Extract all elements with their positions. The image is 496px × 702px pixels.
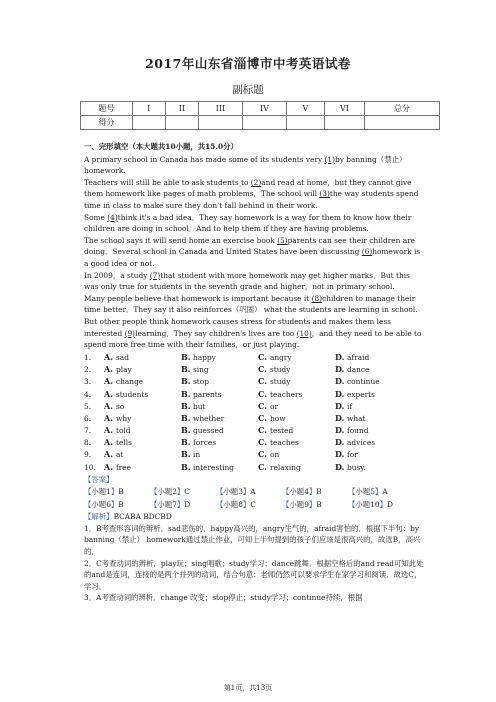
passage-text: A primary school in Canada has made some of its students very: [84, 154, 325, 164]
option-text: busy.: [347, 462, 366, 472]
option-choice-b: [181, 401, 258, 413]
option-letter: A.: [104, 425, 113, 436]
option-number: 3.: [84, 377, 92, 387]
option-letter: C.: [258, 412, 268, 423]
passage-text: that student with more homework may get higher marks．But this was only true for students in the seventh grade and higher，not in primary school.: [84, 270, 410, 292]
answer-item: 【小题10】D: [348, 499, 393, 509]
score-header-cell: II: [165, 102, 198, 116]
option-choice-a: [104, 425, 181, 437]
passage-paragraph-4: [84, 235, 424, 270]
answer-item: 【小题3】A: [216, 486, 256, 496]
option-choice-d: [335, 413, 412, 425]
passage-text: ，and they need to be able to spend more free time with their families，or just playing.: [84, 328, 422, 350]
option-text: if: [347, 401, 353, 411]
option-choice-b: [181, 437, 258, 449]
section-heading: 一、完形填空（本大题共10小题，共15.0分）: [84, 142, 238, 151]
option-letter: D.: [335, 351, 345, 362]
option-text: guessed: [193, 426, 224, 436]
option-letter: D.: [335, 461, 345, 472]
option-text: teachers: [270, 389, 303, 399]
analysis-item: 2．C考查动词的辨析．play玩；sing唱歌；study学习；dance跳舞．根据空格后的and read可知此处的and是连词，连接的是两个并列的动词，结合句意：老师仍然可以要求学生在家学习和阅读．故选C，学习．: [84, 558, 424, 591]
score-cell: [198, 116, 242, 130]
option-choice-c: [258, 376, 335, 388]
option-text: happy: [193, 352, 216, 362]
option-text: students: [116, 389, 149, 399]
option-letter: D.: [335, 364, 345, 375]
score-cell: [364, 116, 439, 130]
option-choice-c: [258, 352, 335, 364]
score-header-cell: V: [286, 102, 324, 116]
answer-question: 小题6: [91, 499, 111, 509]
option-number: 7.: [84, 426, 92, 436]
option-row: [84, 352, 424, 364]
option-choice-c: [258, 401, 335, 413]
option-letter: A.: [104, 412, 113, 423]
option-text: why: [116, 413, 132, 423]
option-choice-d: [335, 376, 412, 388]
option-choice-b: [181, 389, 258, 401]
option-letter: A.: [104, 351, 113, 362]
option-letter: D.: [335, 376, 345, 387]
analysis-item: 1．B考查形容词的辨析．sad悲伤的，happy高兴的，angry生气的，afraid害怕的．根据下半句：by banning（禁止） homework通过禁止作业，可知上半句提到的孩子们应该是很高兴的，故选B，高兴的．: [84, 523, 421, 556]
option-text: tells: [116, 438, 132, 448]
passage-text: The school says it will send home an exercise book: [84, 235, 278, 245]
blank-marker: (5): [277, 235, 288, 245]
passage-text: by banning（禁止）homework.: [84, 154, 407, 176]
option-letter: D.: [335, 412, 345, 423]
option-choice-d: [335, 449, 412, 461]
answer-value: B: [118, 486, 124, 496]
option-choice-b: [181, 449, 258, 461]
option-text: change: [116, 377, 144, 387]
option-letter: C.: [258, 351, 268, 362]
passage-text: Some: [84, 212, 108, 222]
option-choice-a: [104, 352, 181, 364]
option-choice-d: [335, 437, 412, 449]
passage-text: and read at home，but they cannot give them homework like pages of math problems．The school will: [84, 177, 412, 199]
option-text: sing: [193, 365, 209, 375]
option-letter: B.: [181, 461, 191, 472]
option-choice-a: [104, 364, 181, 376]
option-letter: D.: [335, 388, 345, 399]
option-row: [84, 376, 424, 388]
option-letter: D.: [335, 400, 345, 411]
option-letter: B.: [181, 400, 191, 411]
option-letter: B.: [181, 449, 191, 460]
score-table-header-row: [81, 102, 440, 116]
answer-item: 【小题2】C: [150, 486, 190, 496]
option-choice-c: [258, 462, 335, 474]
answer-question: 小题1: [91, 486, 111, 496]
passage-paragraph-6: [84, 293, 424, 316]
option-choice-a: [104, 389, 181, 401]
answers-row: [84, 498, 424, 511]
option-choice-d: [335, 352, 412, 364]
answer-value: D: [387, 499, 393, 509]
option-letter: B.: [181, 351, 191, 362]
option-text: play: [116, 365, 132, 375]
option-choice-d: [335, 425, 412, 437]
blank-marker: (9): [124, 328, 136, 338]
passage-text: homework is a good idea or not.: [84, 247, 421, 268]
answer-question: 小题9: [289, 499, 309, 509]
exam-title: 2017年山东省淄博市中考英语试卷: [145, 56, 351, 71]
option-number: 10.: [84, 462, 96, 472]
option-letter: C.: [258, 449, 268, 460]
passage-paragraph-3: [84, 212, 424, 235]
answers-row: [84, 485, 424, 498]
analysis-header: [84, 511, 424, 523]
option-number: 9.: [84, 450, 92, 460]
option-letter: D.: [335, 437, 345, 448]
answer-item: 【小题7】D: [150, 499, 191, 509]
option-choice-c: [258, 437, 335, 449]
option-letter: B.: [181, 412, 191, 423]
option-choice-b: [181, 413, 258, 425]
option-letter: A.: [104, 388, 113, 399]
option-row: [84, 461, 424, 473]
option-choice-c: [258, 425, 335, 437]
score-cell: [324, 116, 364, 130]
answer-value: D: [184, 499, 191, 509]
question-body: [84, 141, 424, 604]
option-choice-a: [104, 413, 181, 425]
score-cell: [242, 116, 286, 130]
option-text: forces: [193, 438, 217, 448]
option-row: [84, 425, 424, 437]
option-choice-a: [104, 376, 181, 388]
answer-value: A: [382, 486, 388, 496]
passage-text: Teachers will still be able to ask students to: [84, 177, 251, 187]
page-footer: 第1页，共13页: [223, 684, 273, 692]
option-text: experts: [347, 389, 375, 399]
blank-marker: (3): [319, 189, 330, 199]
option-text: continue: [347, 377, 380, 387]
options-list: [84, 352, 424, 474]
option-letter: A.: [104, 461, 113, 472]
passage-paragraph-2: [84, 177, 424, 212]
option-text: what: [347, 413, 366, 423]
option-choice-d: [335, 401, 412, 413]
option-row: [84, 413, 424, 425]
answer-item: 【小题4】B: [282, 486, 322, 496]
answer-value: B: [316, 499, 322, 509]
option-letter: B.: [181, 376, 191, 387]
passage-paragraph-5: [84, 270, 424, 293]
blank-marker: (7): [149, 270, 161, 280]
option-row: [84, 400, 424, 412]
passage-text: In 2009，a study: [84, 270, 150, 280]
blank-marker: (1): [324, 154, 336, 164]
option-letter: A.: [104, 400, 113, 411]
option-choice-d: [335, 462, 412, 474]
option-choice-b: [181, 376, 258, 388]
answer-value: B: [316, 486, 322, 496]
passage-text: parents can see their children are doing．Several school in Canada and United States have been discussing: [84, 235, 416, 257]
option-text: stop: [193, 377, 209, 387]
exam-subtitle: 副标题: [232, 84, 264, 96]
score-row-label: 得分: [81, 116, 133, 130]
score-cell: [286, 116, 324, 130]
option-letter: C.: [258, 437, 268, 448]
option-letter: C.: [258, 461, 268, 472]
option-letter: B.: [181, 425, 191, 436]
option-number: 4.: [84, 389, 92, 399]
option-choice-d: [335, 389, 412, 401]
answer-question: 小题10: [355, 499, 380, 509]
option-text: whether: [193, 413, 225, 423]
passage-text: But other people think homework causes stress for students and makes them less interested: [84, 316, 391, 338]
option-letter: B.: [181, 437, 191, 448]
passage-text: the way students spend time in class to make sure they don't fall behind in their work.: [84, 189, 419, 210]
blank-marker: (4): [107, 212, 118, 222]
answer-item: 【小题5】A: [348, 486, 388, 496]
answer-item: 【小题6】B: [84, 499, 124, 509]
option-choice-c: [258, 389, 335, 401]
answer-question: 小题8: [223, 499, 243, 509]
option-choice-a: [104, 462, 181, 474]
option-text: told: [116, 426, 131, 436]
option-row: [84, 449, 424, 461]
option-letter: C.: [258, 376, 268, 387]
option-text: how: [270, 413, 286, 423]
option-choice-b: [181, 364, 258, 376]
option-text: but: [193, 401, 206, 411]
option-choice-a: [104, 401, 181, 413]
answer-value: B: [118, 499, 124, 509]
option-choice-a: [104, 449, 181, 461]
option-text: parents: [193, 389, 222, 399]
answer-item: 【小题9】B: [282, 499, 322, 509]
answers-grid: [84, 485, 424, 511]
option-row: [84, 437, 424, 449]
option-letter: A.: [104, 449, 113, 460]
blank-marker: (10): [296, 328, 312, 338]
option-letter: C.: [258, 364, 268, 375]
option-letter: C.: [258, 388, 268, 399]
passage-paragraph-1: [84, 154, 424, 177]
answer-item: 【小题8】C: [216, 499, 256, 509]
passage-text: learning．They say children's lives are too: [135, 328, 297, 338]
option-text: relaxing: [270, 462, 301, 472]
option-letter: C.: [258, 425, 268, 436]
option-choice-c: [258, 413, 335, 425]
answer-question: 小题4: [289, 486, 309, 496]
option-letter: D.: [335, 449, 345, 460]
option-letter: C.: [258, 400, 268, 411]
option-number: 8.: [84, 438, 92, 448]
option-text: at: [116, 450, 124, 460]
option-row: [84, 388, 424, 400]
blank-marker: (2): [250, 177, 262, 187]
passage-text: think it's a bad idea．They say homework is a way for them to know how their children are doing in school．And to help them if they are having problems.: [84, 212, 412, 234]
answer-value: C: [184, 486, 190, 496]
option-choice-d: [335, 364, 412, 376]
option-choice-b: [181, 425, 258, 437]
passage-text: children to manage their time better．They say it also reinforces（巩固） what the students are learning in school.: [84, 293, 418, 315]
score-cell: [132, 116, 165, 130]
option-text: sad: [116, 352, 129, 362]
option-number: 5.: [84, 401, 92, 411]
option-text: tested: [270, 426, 294, 436]
option-number: 6.: [84, 413, 92, 423]
answer-label: 【答案】: [84, 474, 114, 484]
option-number: 2.: [84, 365, 92, 375]
analysis-summary: BCABA BDCBD: [113, 512, 172, 522]
option-text: on: [270, 450, 280, 460]
analysis-item: 3．A考查动词的辨析．change 改变；stop停止；study学习；continue持续．根据: [84, 593, 363, 603]
score-header-cell: 题号: [81, 102, 133, 116]
option-text: study: [270, 365, 291, 375]
option-row: [84, 364, 424, 376]
passage-text: Many people believe that homework is important because it: [84, 293, 312, 303]
score-table: [80, 101, 440, 130]
option-text: afraid: [347, 352, 370, 362]
answer-question: 小题5: [355, 486, 375, 496]
option-text: teaches: [270, 438, 299, 448]
analysis-label: 【解析】: [84, 512, 114, 522]
blank-marker: (8): [311, 293, 323, 303]
option-text: dance: [347, 365, 370, 375]
option-number: 1.: [84, 352, 92, 362]
option-text: or: [270, 401, 278, 411]
option-letter: A.: [104, 364, 113, 375]
score-table-score-row: [81, 116, 440, 130]
option-choice-c: [258, 449, 335, 461]
score-header-cell: IV: [242, 102, 286, 116]
answer-value: C: [250, 499, 256, 509]
score-header-cell: VI: [324, 102, 364, 116]
option-text: study: [270, 377, 291, 387]
answer-question: 小题3: [223, 486, 243, 496]
option-text: angry: [270, 352, 292, 362]
option-text: so: [116, 401, 125, 411]
option-text: found: [347, 426, 369, 436]
passage-paragraph-7: [84, 316, 424, 351]
answer-item: 【小题1】B: [84, 486, 124, 496]
blank-marker: (6): [361, 247, 373, 257]
option-letter: B.: [181, 388, 191, 399]
score-header-cell: III: [198, 102, 242, 116]
option-choice-a: [104, 437, 181, 449]
option-letter: D.: [335, 425, 345, 436]
answer-question: 小题2: [157, 486, 177, 496]
score-cell: [165, 116, 198, 130]
option-text: advices: [347, 438, 375, 448]
option-text: free: [116, 462, 132, 472]
option-choice-b: [181, 462, 258, 474]
option-letter: A.: [104, 437, 113, 448]
option-letter: A.: [104, 376, 113, 387]
option-text: for: [347, 450, 358, 460]
score-header-cell: 总分: [364, 102, 439, 116]
option-text: interesting: [193, 462, 234, 472]
option-choice-c: [258, 364, 335, 376]
option-text: in: [193, 450, 201, 460]
answer-value: A: [250, 486, 256, 496]
option-choice-b: [181, 352, 258, 364]
option-letter: B.: [181, 364, 191, 375]
score-header-cell: I: [132, 102, 165, 116]
answer-question: 小题7: [157, 499, 177, 509]
